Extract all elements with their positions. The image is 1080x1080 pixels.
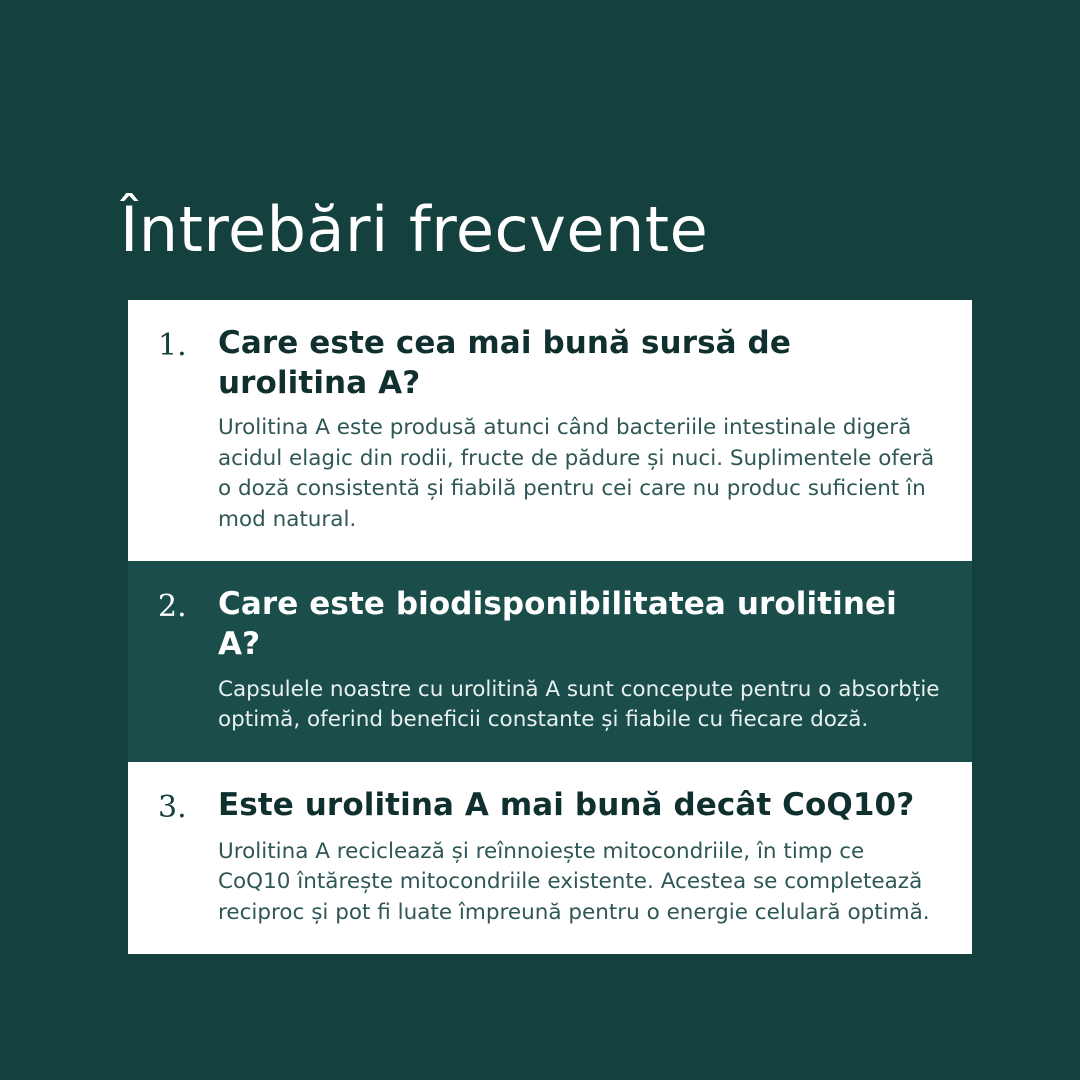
faq-list <box>128 300 972 954</box>
faq-item[interactable] <box>128 300 972 561</box>
faq-item-number: 3. <box>158 789 187 825</box>
faq-item-answer: Urolitina A este produsă atunci când bacteriile intestinale digeră acidul elagic din rodii, fructe de pădure și nuci. Suplimentele oferă o doză consistentă și fiabilă pentru cei care nu produc suficient în mod natural. <box>218 415 935 532</box>
faq-question-row <box>158 585 942 664</box>
faq-question-row <box>158 324 942 403</box>
faq-item-answer: Capsulele noastre cu urolitină A sunt concepute pentru o absorbție optimă, oferind beneficii constante și fiabile cu fiecare doză. <box>218 676 940 733</box>
faq-item-question: Este urolitina A mai bună decât CoQ10? <box>218 786 915 823</box>
page-title: Întrebări frecvente <box>120 192 709 266</box>
faq-item[interactable] <box>128 762 972 955</box>
faq-item-number: 2. <box>158 589 187 625</box>
faq-item[interactable] <box>128 561 972 761</box>
faq-item-question: Care este biodisponibilitatea urolitinei A? <box>218 586 897 663</box>
faq-item-answer: Urolitina A reciclează și reînnoiește mitocondriile, în timp ce CoQ10 întărește mitocondriile existente. Acestea se completează reciproc și pot fi luate împreună pentru o energie celulară optimă. <box>218 838 930 925</box>
faq-question-row <box>158 786 942 827</box>
faq-item-number: 1. <box>158 328 187 363</box>
faq-item-question: Care este cea mai bună sursă de urolitina A? <box>218 325 791 401</box>
